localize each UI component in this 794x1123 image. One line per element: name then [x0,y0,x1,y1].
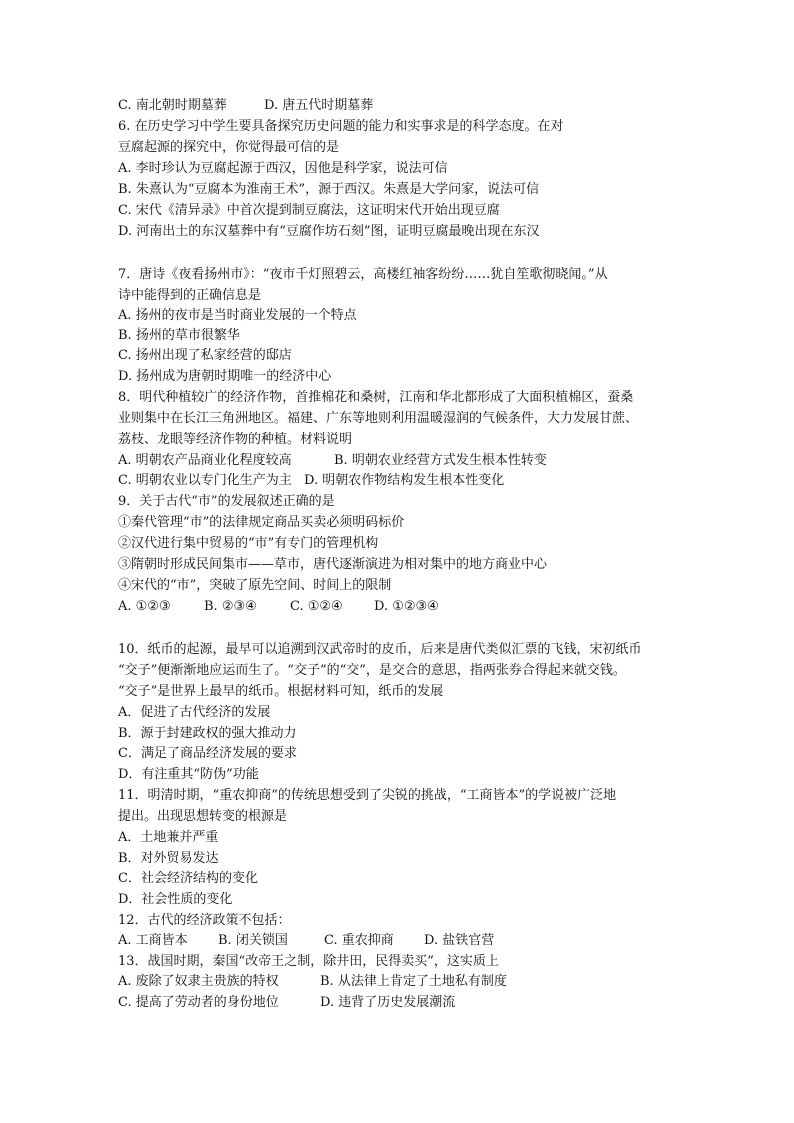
q7-option-c: C. 扬州出现了私家经营的邸店 [118,348,292,363]
q9-option-a: A. ①②③ [118,599,171,614]
q12-stem: 12．古代的经济政策不包括： [118,913,291,928]
q8-option-a: A. 明朝农产品商业化程度较高 [118,453,292,468]
q12-option-b: B. 闭关锁国 [218,933,288,948]
q10-option-d: D．有注重其“防伪”功能 [118,767,259,782]
q9-statement-3: ③隋朝时形成民间集市——草市，唐代逐渐演进为相对集中的地方商业中心 [118,557,548,572]
q12-option-a: A. 工商皆本 [118,933,188,948]
q7-stem-line-1: 7．唐诗《夜看扬州市》：“夜市千灯照碧云，高楼红袖客纷纷……犹自笙歌彻晓闻。”从 [118,267,608,282]
q6-option-c: C. 宋代《清异录》中首次提到制豆腐法，这证明宋代开始出现豆腐 [118,203,500,218]
q9-statement-1: ①秦代管理“市”的法律规定商品买卖必须明码标价 [118,515,405,530]
q7-option-b: B. 扬州的草市很繁华 [118,328,240,343]
q6-stem-line-2: 豆腐起源的探究中，你觉得最可信的是 [118,140,340,155]
q9-option-c: C. ①②④ [290,599,343,614]
q11-option-b: B．对外贸易发达 [118,851,219,866]
q6-option-a: A. 李时珍认为豆腐起源于西汉，因他是科学家，说法可信 [118,161,448,176]
q9-option-b: B. ②③④ [204,599,257,614]
q10-option-c: C．满足了商品经济发展的要求 [118,746,297,761]
q7-option-a: A. 扬州的夜市是当时商业发展的一个特点 [118,308,357,323]
q7-option-d: D. 扬州成为唐朝时期唯一的经济中心 [118,369,332,384]
q13-option-a: A. 废除了奴隶主贵族的特权 [118,974,279,989]
q6-stem-line-1: 6. 在历史学习中学生要具备探究历史问题的能力和实事求是的科学态度。在对 [118,119,564,134]
q8-stem-line-3: 荔枝、龙眼等经济作物的种植。材料说明 [118,432,353,447]
q9-stem: 9．关于古代“市”的发展叙述正确的是 [118,494,335,509]
q9-option-d: D. ①②③④ [374,599,439,614]
q11-option-a: A．土地兼并严重 [118,830,219,845]
q9-statement-2: ②汉代进行集中贸易的“市”有专门的管理机构 [118,536,379,551]
q11-option-c: C．社会经济结构的变化 [118,871,258,886]
q5-option-c: C. 南北朝时期墓葬 [118,98,227,113]
q12-option-c: C. 重农抑商 [324,933,394,948]
q11-option-d: D．社会性质的变化 [118,892,233,907]
q10-option-b: B．源于封建政权的强大推动力 [118,726,297,741]
q10-option-a: A．促进了古代经济的发展 [118,705,271,720]
q12-option-d: D. 盐铁官营 [424,933,495,948]
q11-stem-line-1: 11．明清时期，“重农抑商”的传统思想受到了尖锐的挑战，“工商皆本”的学说被广泛地 [118,788,617,803]
q8-stem-line-1: 8．明代种植较广的经济作物，首推棉花和桑树，江南和华北都形成了大面积植棉区，蚕桑 [118,390,634,405]
q13-option-c: C. 提高了劳动者的身份地位 [118,995,279,1010]
q8-stem-line-2: 业则集中在长江三角洲地区。福建、广东等地则利用温暖湿润的气候条件，大力发展甘蔗、 [118,411,639,426]
q8-option-c: C. 明朝农业以专门化生产为主 [118,473,292,488]
q8-option-b: B. 明朝农业经营方式发生根本性转变 [334,453,547,468]
q13-stem: 13．战国时期，秦国“改帝王之制，除井田，民得卖买”，这实质上 [118,954,499,969]
q11-stem-line-2: 提出。出现思想转变的根源是 [118,809,288,824]
q9-statement-4: ④宋代的“市”，突破了原先空间、时间上的限制 [118,578,392,593]
q6-option-b: B. 朱熹认为“豆腐本为淮南王术”，源于西汉。朱熹是大学问家，说法可信 [118,182,540,197]
q10-stem-line-3: “交子”是世界上最早的纸币。根据材料可知，纸币的发展 [118,684,444,699]
q13-option-d: D. 违背了历史发展潮流 [320,995,456,1010]
q10-stem-line-1: 10．纸币的起源，最早可以追溯到汉武帝时的皮币，后来是唐代类似汇票的飞钱，宋初纸币 [118,642,642,657]
q8-option-d: D. 明朝农作物结构发生根本性变化 [304,473,505,488]
q6-option-d: D. 河南出土的东汉墓葬中有“豆腐作坊石刻”图，证明豆腐最晚出现在东汉 [118,224,540,239]
q13-option-b: B. 从法律上肯定了土地私有制度 [320,974,507,989]
q10-stem-line-2: “交子”便渐渐地应运而生了。“交子”的“交”，是交合的意思，指两张券合得起来就交钱。 [118,663,626,678]
q7-stem-line-2: 诗中能得到的正确信息是 [118,288,262,303]
q5-option-d: D. 唐五代时期墓葬 [264,98,374,113]
